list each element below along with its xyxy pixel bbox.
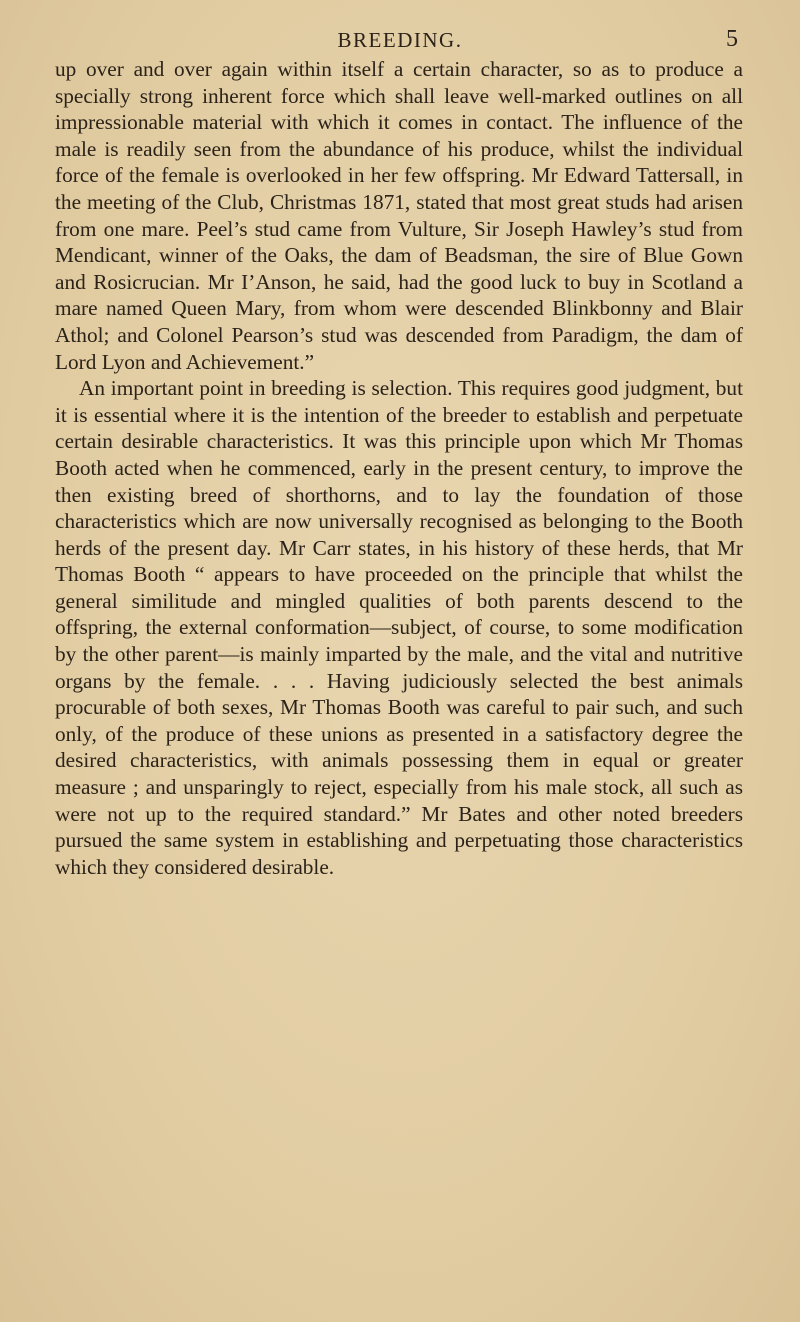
- paragraph-continued: up over and over again within itself a certain character, so as to produce a specially strong inherent force which shall leave well-marked outlines on all impressionable material with which it comes in contact. The influence of the male is readily seen from the abundance of his produce, whilst the individual force of the female is overlooked in her few offspring. Mr Edward Tattersall, in the meeting of the Club, Christmas 1871, stated that most great studs had arisen from one mare. Peel’s stud came from Vulture, Sir Joseph Hawley’s stud from Mendicant, winner of the Oaks, the dam of Beadsman, the sire of Blue Gown and Rosicrucian. Mr I’Anson, he said, had the good luck to buy in Scotland a mare named Queen Mary, from whom were descended Blinkbonny and Blair Athol; and Colonel Pearson’s stud was descended from Paradigm, the dam of Lord Lyon and Achievement.”: [55, 57, 743, 374]
- body-text: [55, 56, 743, 880]
- page-number: 5: [726, 26, 738, 52]
- running-header-title: BREEDING.: [337, 28, 463, 52]
- running-header: [0, 22, 800, 52]
- paragraph-selection: An important point in breeding is selection. This requires good judgment, but it is essential where it is the intention of the breeder to establish and perpetuate certain desirable characteristics. It was this principle upon which Mr Thomas Booth acted when he commenced, early in the present century, to improve the then existing breed of shorthorns, and to lay the foundation of those characteristics which are now universally recognised as belonging to the Booth herds of the present day. Mr Carr states, in his history of these herds, that Mr Thomas Booth “ appears to have proceeded on the principle that whilst the general similitude and mingled qualities of both parents descend to the offspring, the external conformation—subject, of course, to some modification by the other parent—is mainly imparted by the male, and the vital and nutritive organs by the female. . . . Having judiciously selected the best animals procurable of both sexes, Mr Thomas Booth was careful to pair such, and such only, of the produce of these unions as presented in a satisfactory degree the desired characteristics, with animals possessing them in equal or greater measure ; and unsparingly to reject, especially from his male stock, all such as were not up to the required standard.” Mr Bates and other noted breeders pursued the same system in establishing and perpetuating those characteristics which they considered desirable.: [55, 376, 743, 879]
